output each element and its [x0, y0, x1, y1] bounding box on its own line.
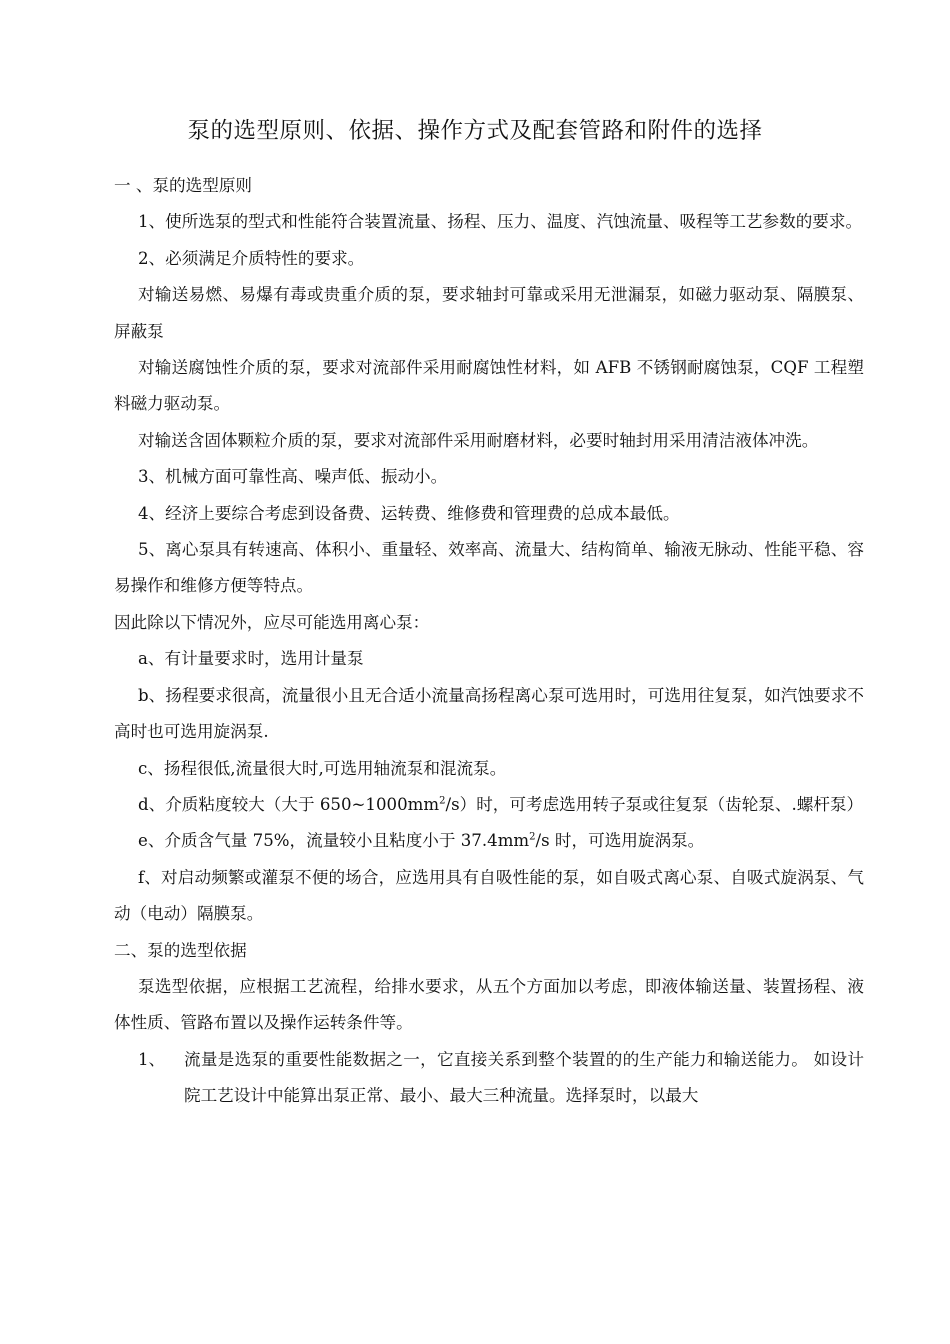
paragraph: 4、经济上要综合考虑到设备费、运转费、维修费和管理费的总成本最低。: [138, 503, 680, 523]
paragraph: 泵选型依据，应根据工艺流程，给排水要求，从五个方面加以考虑，即液体输送量、装置扬程、液体性质、管路布置以及操作运转条件等。: [114, 976, 864, 1033]
list-item-d-text-2: /s）时，可考虑选用转子泵或往复泵（齿轮泵、.螺杆泵）: [445, 794, 864, 814]
list-item-b: b、扬程要求很高，流量很小且无合适小流量高扬程离心泵可选用时，可选用往复泵，如汽蚀要求不高时也可选用旋涡泵.: [114, 685, 864, 742]
document-body: [114, 168, 864, 1115]
paragraph: 对输送腐蚀性介质的泵，要求对流部件采用耐腐蚀性材料，如 AFB 不锈钢耐腐蚀泵，CQF 工程塑料磁力驱动泵。: [114, 358, 864, 414]
item-number: 1、: [138, 1049, 166, 1069]
superscript: 2: [439, 795, 446, 807]
superscript: 2: [529, 831, 536, 843]
section-1-heading: 一 、泵的选型原则: [114, 176, 253, 195]
list-item-e: [114, 823, 864, 859]
list-item-c: c、扬程很低,流量很大时,可选用轴流泵和混流泵。: [138, 758, 507, 778]
section-2-heading: 二、泵的选型依据: [114, 940, 247, 960]
list-item-d-text-1: d、介质粘度较大（大于 650~1000mm: [138, 794, 440, 814]
list-item-f: f、对启动频繁或灌泵不便的场合，应选用具有自吸性能的泵，如自吸式离心泵、自吸式旋涡泵、气动（电动）隔膜泵。: [114, 867, 864, 924]
paragraph: 因此除以下情况外，应尽可能选用离心泵：: [114, 612, 430, 632]
list-item-e-text-2: /s 时，可选用旋涡泵。: [535, 831, 705, 851]
paragraph: 对输送易燃、易爆有毒或贵重介质的泵，要求轴封可靠或采用无泄漏泵，如磁力驱动泵、隔膜泵、屏蔽泵: [114, 285, 864, 341]
list-item-e-text-1: e、介质含气量 75%，流量较小且粘度小于 37.4mm: [138, 831, 530, 851]
list-item-a: a、有计量要求时，选用计量泵: [138, 649, 364, 669]
list-item-d: [114, 787, 864, 823]
numbered-item-1: [114, 1042, 864, 1115]
paragraph: 对输送含固体颗粒介质的泵，要求对流部件采用耐磨材料，必要时轴封用采用清洁液体冲洗。: [138, 430, 819, 450]
paragraph: 1、使所选泵的型式和性能符合装置流量、扬程、压力、温度、汽蚀流量、吸程等工艺参数的要求。: [138, 212, 863, 232]
item-text: 流量是选泵的重要性能数据之一，它直接关系到整个装置的的生产能力和输送能力。 如设计院工艺设计中能算出泵正常、最小、最大三种流量。选择泵时，以最大: [184, 1049, 864, 1106]
paragraph: 3、机械方面可靠性高、噪声低、振动小。: [138, 467, 448, 487]
paragraph: 2、必须满足介质特性的要求。: [138, 248, 365, 268]
paragraph: 5、离心泵具有转速高、体积小、重量轻、效率高、流量大、结构简单、输液无脉动、性能平稳、容易操作和维修方便等特点。: [114, 540, 864, 596]
document-title: 泵的选型原则、依据、操作方式及配套管路和附件的选择: [187, 118, 763, 144]
